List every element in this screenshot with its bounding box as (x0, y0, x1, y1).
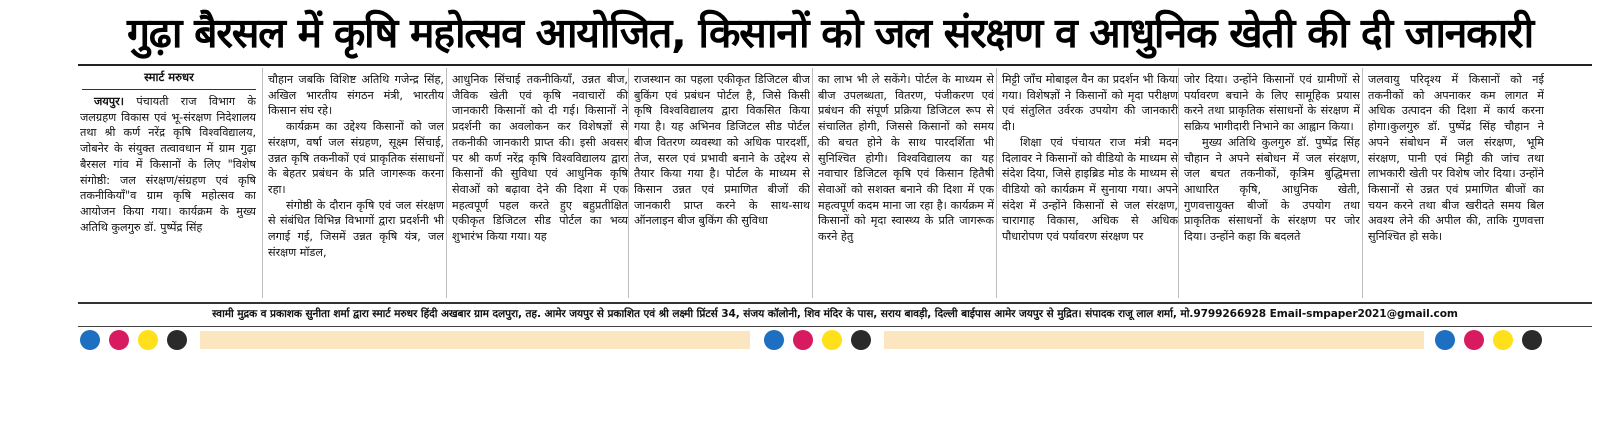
byline-rule (82, 89, 256, 90)
column-separator (262, 68, 263, 298)
column-separator (1362, 68, 1363, 298)
column-separator (1178, 68, 1179, 298)
tint-bar (884, 331, 1424, 349)
magenta-dot (109, 330, 129, 350)
column-paragraph: संगोष्ठी के दौरान कृषि एवं जल संरक्षण से संबंधित विभिन्न विभागों द्वारा प्रदर्शनी भी लगाई गई, जिसमें उन्नत कृषि यंत्र, जल संरक्षण मॉडल, (268, 198, 444, 259)
article-column-6 (1002, 72, 1178, 301)
column-paragraph: चौहान जबकि विशिष्ट अतिथि गजेन्द्र सिंह, अखिल भारतीय संगठन मंत्री, भारतीय किसान संघ रहे। (268, 73, 444, 118)
article-column-5 (818, 72, 994, 301)
column-paragraph: मुख्य अतिथि कुलगुरु डॉ. पुष्पेंद्र सिंह चौहान ने अपने संबोधन में जल संरक्षण, जल बचत तकनीकों, कृत्रिम बुद्धिमत्ता आधारित कृषि, आधुनिक खेती, गुणवत्तायुक्त बीजों के उपयोग तथा प्राकृतिक संसाधनों के संरक्षण पर जोर दिया। उन्होंने कहा कि बदलते (1184, 135, 1360, 244)
dateline: जयपुर। (94, 95, 124, 108)
column-separator (446, 68, 447, 298)
yellow-dot (822, 330, 842, 350)
column-paragraph: जलवायु परिदृश्य में किसानों को नई तकनीकों को अपनाकर कम लागत में अधिक उत्पादन की दिशा में कार्य करना होगा।कुलगुरु डॉ. पुष्पेंद्र सिंह चौहान ने अपने संबोधन में जल संरक्षण, भूमि संरक्षण, पानी एवं मिट्टी की जांच तथा लाभकारी खेती पर विशेष जोर दिया। उन्होंने किसानों से उन्नत एवं प्रमाणित बीजों का चयन करने तथा बीज खरीदते समय बिल अवश्य लेने की अपील की, ताकि गुणवत्ता सुनिश्चित हो सके। (1368, 73, 1544, 244)
column-paragraph: मिट्टी जाँच मोबाइल वैन का प्रदर्शन भी किया गया। विशेषज्ञों ने किसानों को मृदा परीक्षण एवं संतुलित उर्वरक उपयोग की जानकारी दी। (1002, 73, 1178, 134)
imprint-line: स्वामी मुद्रक व प्रकाशक सुनीता शर्मा द्वारा स्मार्ट मरुधर हिंदी अखबार ग्राम दलपुरा, तह. आमेर जयपुर से प्रकाशित एवं श्री लक्ष्मी प्रिंटर्स 34, संजय कॉलोनी, शिव मंदिर के पास, सराय बावड़ी, दिल्ली बाईपास आमेर जयपुर से मुद्रित। संपादक राजू लाल शर्मा, मो.9799266928 Email-smpaper2021@gmail.com (212, 308, 1458, 320)
column-separator (812, 68, 813, 298)
headline: गुढ़ा बैरसल में कृषि महोत्सव आयोजित, किसानों को जल संरक्षण व आधुनिक खेती की दी जानकारी (127, 9, 1533, 57)
cyan-dot (764, 330, 784, 350)
column-paragraph: जोर दिया। उन्होंने किसानों एवं ग्रामीणों से पर्यावरण बचाने के लिए सामूहिक प्रयास करने तथा प्राकृतिक संसाधनों के संरक्षण में सक्रिय भागीदारी निभाने का आह्वान किया। (1184, 73, 1360, 134)
yellow-dot (1493, 330, 1513, 350)
magenta-dot (1464, 330, 1484, 350)
byline: स्मार्ट मरुधर (144, 70, 194, 84)
cyan-dot (80, 330, 100, 350)
column-paragraph: राजस्थान का पहला एकीकृत डिजिटल बीज बुकिंग एवं प्रबंधन पोर्टल है, जिसे किसी कृषि विश्वविद्यालय द्वारा विकसित किया गया है। यह अभिनव डिजिटल सीड पोर्टल बीज वितरण व्यवस्था को अधिक पारदर्शी, तेज, सरल एवं प्रभावी बनाने के उद्देश्य से तैयार किया गया है। पोर्टल के माध्यम से किसान उन्नत एवं प्रमाणित बीजों की जानकारी प्राप्त करने के साथ-साथ ऑनलाइन बीज बुकिंग की सुविधा (634, 73, 810, 228)
black-dot (851, 330, 871, 350)
column-paragraph: आधुनिक सिंचाई तकनीकियाँ, उन्नत बीज, जैविक खेती एवं कृषि नवाचारों की जानकारी किसानों को दी गई। किसानों ने प्रदर्शनी का अवलोकन कर विशेषज्ञों से तकनीकी जानकारी प्राप्त की। इसी अवसर पर श्री कर्ण नरेंद्र कृषि विश्वविद्यालय द्वारा किसानों की सुविधा एवं आधुनिक कृषि सेवाओं को बढ़ावा देने की दिशा में एक महत्वपूर्ण पहल करते हुए बहुप्रतीक्षित एकीकृत डिजिटल सीड पोर्टल का भव्य शुभारंभ किया गया। यह (452, 73, 628, 244)
imprint-bottom-rule (78, 326, 1592, 327)
article-column-2 (268, 72, 444, 301)
article-column-3 (452, 72, 628, 301)
headline-rule (78, 64, 1592, 66)
column-paragraph: कार्यक्रम का उद्देश्य किसानों को जल संरक्षण, वर्षा जल संग्रहण, सूक्ष्म सिंचाई, उन्नत कृषि तकनीकों एवं प्राकृतिक संसाधनों के बेहतर प्रबंधन के प्रति जागरूक करना रहा। (268, 120, 444, 196)
article-column-8 (1368, 72, 1544, 301)
yellow-dot (138, 330, 158, 350)
black-dot (1522, 330, 1542, 350)
article-column-4 (634, 72, 810, 301)
column-1-text: पंचायती राज विभाग के जलग्रहण विकास एवं भू-संरक्षण निदेशालय तथा श्री कर्ण नरेंद्र कृषि विश्वविद्यालय, जोबनेर के संयुक्त तत्वावधान में ग्राम गुढ़ा बैरसल गांव में किसानों के लिए "विशेष संगोष्ठी: जल संरक्षण/संग्रहण एवं कृषि तकनीकियाँ"व ग्राम कृषि महोत्सव का आयोजन किया गया। कार्यक्रम के मुख्य अतिथि कुलगुरु डॉ. पुष्पेंद्र सिंह (80, 95, 256, 234)
black-dot (167, 330, 187, 350)
column-separator (996, 68, 997, 298)
cyan-dot (1435, 330, 1455, 350)
column-separator (628, 68, 629, 298)
column-paragraph: का लाभ भी ले सकेंगे। पोर्टल के माध्यम से बीज उपलब्धता, वितरण, पंजीकरण एवं प्रबंधन की संपूर्ण प्रक्रिया डिजिटल रूप से संचालित होगी, जिससे किसानों को समय की बचत होने के साथ पारदर्शिता भी सुनिश्चित होगी। विश्वविद्यालय का यह नवाचार डिजिटल कृषि एवं किसान हितैषी सेवाओं को सशक्त बनाने की दिशा में एक महत्वपूर्ण कदम माना जा रहा है। कार्यक्रम में किसानों को मृदा स्वास्थ्य के प्रति जागरूक करने हेतु (818, 73, 994, 244)
tint-bar (200, 331, 750, 349)
column-1-paragraph (80, 94, 256, 235)
column-paragraph: शिक्षा एवं पंचायत राज मंत्री मदन दिलावर ने किसानों को वीडियो के माध्यम से संदेश दिया, जिसे हाइब्रिड मोड के माध्यम से वीडियो को कार्यक्रम में सुनाया गया। अपने संदेश में उन्होंने किसानों से जल संरक्षण, चारागाह विकास, अधिक से अधिक पौधारोपण एवं पर्यावरण संरक्षण पर (1002, 135, 1178, 244)
article-column-1 (80, 94, 256, 301)
magenta-dot (793, 330, 813, 350)
article-column-7 (1184, 72, 1360, 301)
